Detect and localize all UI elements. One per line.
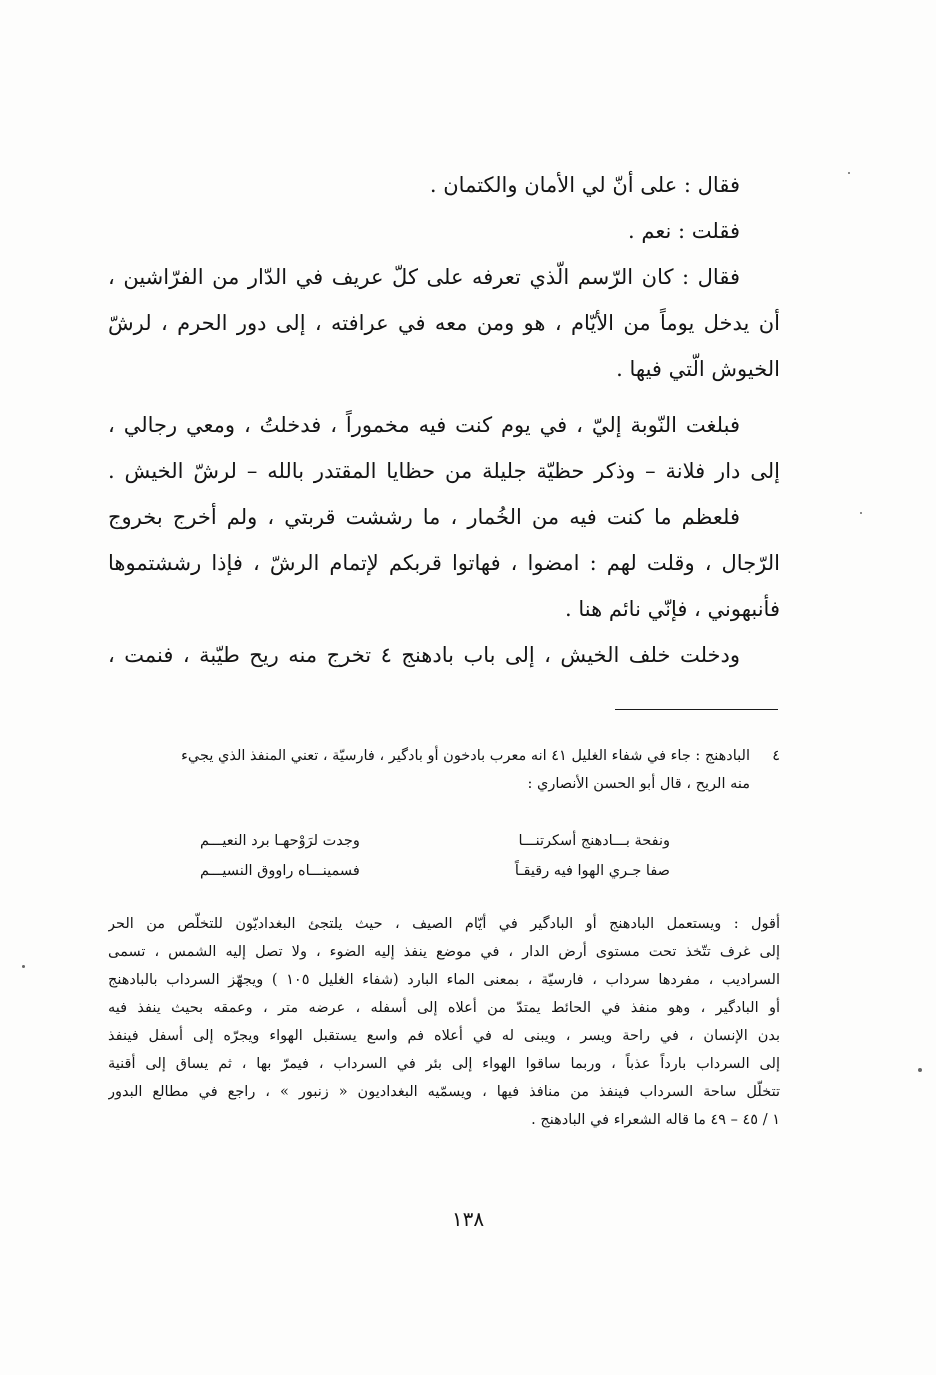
footnote-number: ٤	[772, 748, 780, 764]
footnote-text: البادهنج : جاء في شفاء الغليل ٤١ انه معرب بادخون أو بادگير ، فارسيّة ، تعني المنفذ الذي يجيء	[181, 748, 750, 764]
scan-speck	[848, 172, 850, 174]
text-line: فقال : على أنّ لي الأمان والكتمان .	[429, 173, 740, 197]
verse-second-hemistich: فسمينـــاه راووق النسيـــم	[200, 863, 360, 879]
footnote-line: تتخلّل ساحة السرداب فينفذ من منافذ فيها ، ويسمّيه البغداديون « زنبور » ، راجع في مطالع البدور	[108, 1084, 780, 1100]
poem	[200, 826, 670, 886]
footnote-line: إلى غرف تتّخذ تحت مستوى أرض الدار ، في موضع ينفذ إليه الضوء ، ولا تصل إليه الشمس ، تسمى	[108, 944, 780, 960]
text-line: الخيوش الّتي فيها .	[616, 357, 780, 381]
scan-speck	[22, 965, 25, 968]
footnote-intro	[108, 742, 780, 798]
footnote-separator	[615, 709, 778, 710]
text-line: فأنبهوني ، فإنّي نائم هنا .	[565, 597, 780, 621]
footnote-line: إلى السرداب بارداً عذباً ، وربما ساقوا الهواء إلى بئر في السرداب ، فيمرّ بها ، ثم يساق إلى أقنية	[108, 1056, 780, 1072]
text-line: الرّجال ، وقلت لهم : امضوا ، فهاتوا قربكم لإتمام الرشّ ، فإذا رششتموها	[108, 551, 780, 575]
verse-row	[200, 826, 670, 856]
text-line: أن يدخل يوماً من الأيّام ، هو ومن معه في عرافته ، إلى دور الحرم ، لرشّ	[108, 311, 780, 335]
verse-first-hemistich: ونفحة بـــادهنج أسكرتنـــا	[518, 833, 670, 849]
footnote-line: أو البادگير ، وهو منفذ في الحائط يمتدّ من أعلاه إلى أسفله ، عرضه متر ، وعمقه بحيث ينفذ فيه	[108, 1000, 780, 1016]
footnote-line: منه الريح ، قال أبو الحسن الأنصاري :	[527, 776, 750, 792]
text-line: فقال : كان الرّسم الّذي تعرفه على كلّ عريف في الدّار من الفرّاشين ،	[108, 265, 740, 289]
text-line: إلى دار فلانة – وذكر حظيّة جليلة من حظايا المقتدر بالله – لرشّ الخيش .	[108, 459, 780, 483]
page-number: ١٣٨	[451, 1207, 485, 1231]
footnote-line	[108, 742, 780, 770]
footnote-body	[108, 910, 780, 1134]
verse-second-hemistich: وجدت لرَوْحهـا برد النعيـــم	[200, 833, 360, 849]
text-line: فبلغت النّوبة إليّ ، في يوم كنت فيه مخموراً ، فدخلتُ ، ومعي رجالي ،	[108, 413, 740, 437]
footnote-line: ١ / ٤٥ – ٤٩ ما قاله الشعراء في البادهنج .	[531, 1112, 780, 1128]
scan-speck	[918, 1068, 922, 1072]
main-text	[108, 162, 780, 678]
text-line: ودخلت خلف الخيش ، إلى باب بادهنج ٤ تخرج منه ريح طيّبة ، فنمت ،	[108, 643, 740, 667]
scan-speck	[860, 512, 862, 514]
text-line: فقلت : نعم .	[628, 219, 740, 243]
verse-row	[200, 856, 670, 886]
verse-first-hemistich: صفا جـري الهوا فيه رقيقـاً	[514, 863, 670, 879]
footnote-line: السراديب ، مفردها سرداب ، فارسيّة ، بمعنى الماء البارد (شفاء الغليل ١٠٥ ) ويجهّز السرداب بالبادهنج	[108, 972, 780, 988]
text-line: فلعظم ما كنت فيه من الخُمار ، ما رششت قربتي ، ولم أخرج بخروج	[108, 505, 740, 529]
footnote-line: أقول : ويستعمل البادهنج أو البادگير في أيّام الصيف ، حيث يلتجئ البغداديّون للتخلّص من الحر	[108, 916, 780, 932]
footnote-line: بدن الإنسان ، في راحة ويسر ، ويبنى له في أعلاه فم واسع يستقبل الهواء ويجرّه إلى أسفل فينفذ	[108, 1028, 780, 1044]
